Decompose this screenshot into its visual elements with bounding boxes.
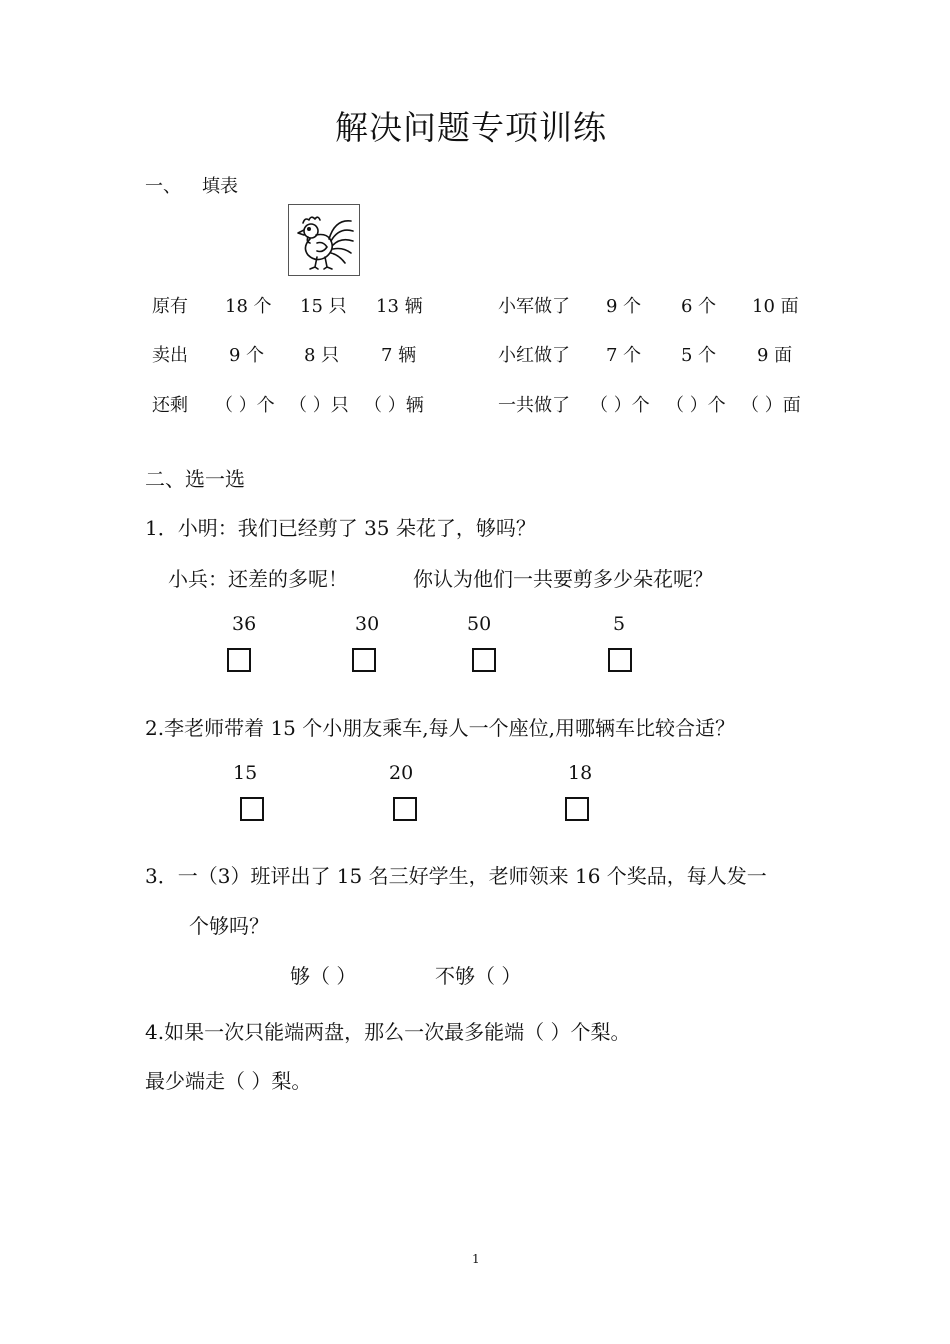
right-row3-col2: （ ）个 xyxy=(666,395,726,416)
q1-checkbox-50[interactable] xyxy=(472,648,496,672)
right-row1-col2: 6 个 xyxy=(681,296,717,317)
q3-option-enough: 够（ ） xyxy=(290,964,357,988)
left-row1-col2: 15 只 xyxy=(300,296,347,317)
q3-option-not-enough: 不够（ ） xyxy=(435,964,522,988)
left-row3-col3: （ ）辆 xyxy=(364,395,424,416)
page-number: 1 xyxy=(472,1252,480,1266)
q1-option-30: 30 xyxy=(355,613,380,635)
q1-line2b: 你认为他们一共要剪多少朵花呢？ xyxy=(413,567,713,591)
q1-checkbox-36[interactable] xyxy=(227,648,251,672)
right-row1-col3: 10 面 xyxy=(752,296,799,317)
q2-option-18: 18 xyxy=(568,762,593,784)
left-row2-label: 卖出 xyxy=(152,345,188,366)
q3-line2: 个够吗？ xyxy=(189,914,269,938)
left-row1-label: 原有 xyxy=(152,296,188,317)
right-row2-label: 小红做了 xyxy=(498,345,570,366)
q1-option-36: 36 xyxy=(232,613,257,635)
right-row2-col2: 5 个 xyxy=(681,345,717,366)
left-row3-col1: （ ）个 xyxy=(215,395,275,416)
q2-option-20: 20 xyxy=(389,762,414,784)
right-row2-col1: 7 个 xyxy=(606,345,642,366)
right-row2-col3: 9 面 xyxy=(757,345,793,366)
q1-option-50: 50 xyxy=(467,613,492,635)
q4-line1: 4.如果一次只能端两盘，那么一次最多能端（ ）个梨。 xyxy=(145,1020,631,1044)
q1-checkbox-30[interactable] xyxy=(352,648,376,672)
q1-line1: 1．小明：我们已经剪了 35 朵花了，够吗？ xyxy=(145,516,536,540)
left-row2-col2: 8 只 xyxy=(304,345,340,366)
q1-line2a: 小兵：还差的多呢！ xyxy=(168,567,348,591)
left-row2-col3: 7 辆 xyxy=(381,345,417,366)
left-row3-col2: （ ）只 xyxy=(289,395,349,416)
q4-line2: 最少端走（ ）梨。 xyxy=(145,1069,312,1093)
page-title: 解决问题专项训练 xyxy=(335,108,607,147)
right-row3-label: 一共做了 xyxy=(498,395,570,416)
section2-heading: 二、选一选 xyxy=(145,467,245,491)
left-row1-col3: 13 辆 xyxy=(376,296,423,317)
left-row1-col1: 18 个 xyxy=(225,296,272,317)
right-row3-col3: （ ）面 xyxy=(741,395,801,416)
q1-option-5: 5 xyxy=(613,613,626,635)
right-row1-col1: 9 个 xyxy=(606,296,642,317)
right-row3-col1: （ ）个 xyxy=(590,395,650,416)
q2-checkbox-18[interactable] xyxy=(565,797,589,821)
rooster-picture-icon xyxy=(288,204,360,276)
q2-text: 2.李老师带着 15 个小朋友乘车,每人一个座位,用哪辆车比较合适？ xyxy=(145,716,735,740)
left-row3-label: 还剩 xyxy=(152,395,188,416)
q1-checkbox-5[interactable] xyxy=(608,648,632,672)
q2-option-15: 15 xyxy=(233,762,258,784)
left-row2-col1: 9 个 xyxy=(229,345,265,366)
section1-heading: 填表 xyxy=(202,176,238,197)
q2-checkbox-15[interactable] xyxy=(240,797,264,821)
section1-number: 一、 xyxy=(145,176,181,197)
q2-checkbox-20[interactable] xyxy=(393,797,417,821)
q3-line1: 3．一（3）班评出了 15 名三好学生，老师领来 16 个奖品，每人发一 xyxy=(145,864,767,888)
right-row1-label: 小军做了 xyxy=(498,296,570,317)
